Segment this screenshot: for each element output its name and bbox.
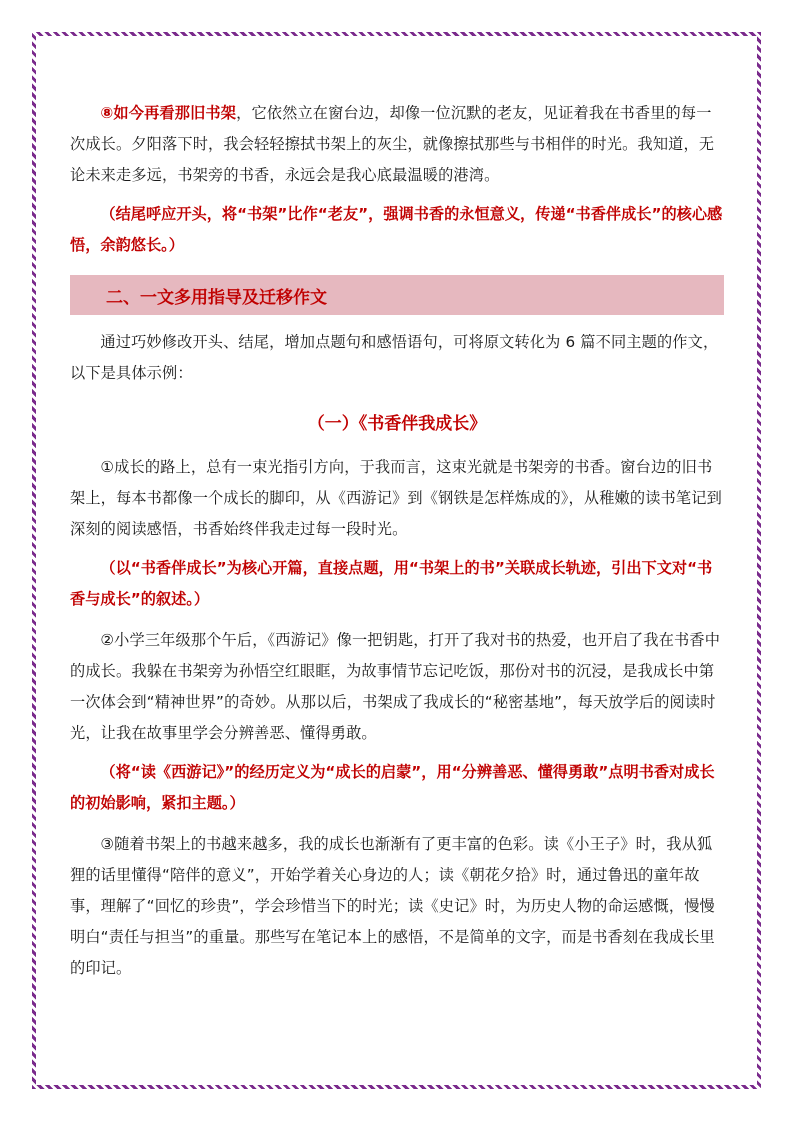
paragraph-8-text: ，它依然立在窗台边，却像一位沉默的老友，见证着我在书香里的每一次成长。夕阳落下时，我会轻轻擦拭书架上的灰尘，就像擦拭那些与书相伴的时光。我知道，无论未来走多远，书架旁的书香，永远会是我心底最温暖的港湾。: [70, 104, 715, 184]
essay-paragraph-1: ①成长的路上，总有一束光指引方向，于我而言，这束光就是书架旁的书香。窗台边的旧书架上，每本书都像一个成长的脚印，从《西游记》到《钢铁是怎样炼成的》，从稚嫩的读书笔记到深刻的阅读感悟，书香始终伴我走过每一段时光。: [70, 458, 722, 538]
essay-title: （一）《书香伴我成长》: [307, 414, 487, 434]
document-body: [70, 98, 724, 984]
essay-paragraph-2: ②小学三年级那个午后，《西游记》像一把钥匙，打开了我对书的热爱，也开启了我在书香中的成长。我躲在书架旁为孙悟空红眼眶，为故事情节忘记吃饭，那份对书的沉浸，是我成长中第一次体会到“精神世界”的奇妙。从那以后，书架成了我成长的“秘密基地”，每天放学后的阅读时光，让我在故事里学会分辨善恶、懂得勇敢。: [70, 631, 721, 742]
essay-comment-1: （以“书香伴成长”为核心开篇，直接点题，用“书架上的书”关联成长轨迹，引出下文对“书香与成长”的叙述。）: [70, 559, 713, 608]
paragraph-8-lead: ⑧如今再看那旧书架: [100, 104, 237, 122]
essay-comment-2: （将“读《西游记》”的经历定义为“成长的启蒙”，用“分辨善恶、懂得勇敢”点明书香对成长的初始影响，紧扣主题。）: [70, 763, 715, 812]
section-heading: 二、一文多用指导及迁移作文: [106, 287, 327, 308]
paragraph-8: [70, 98, 724, 191]
intro-paragraph: 通过巧妙修改开头、结尾，增加点题句和感悟语句，可将原文转化为 6 篇不同主题的作文，以下是具体示例：: [70, 333, 719, 382]
essay-paragraph-3: ③随着书架上的书越来越多，我的成长也渐渐有了更丰富的色彩。读《小王子》时，我从狐狸的话里懂得“陪伴的意义”，开始学着关心身边的人；读《朝花夕拾》时，通过鲁迅的童年故事，理解了“回忆的珍贵”，学会珍惜当下的时光；读《史记》时，为历史人物的命运感慨，慢慢明白“责任与担当”的重量。那些写在笔记本上的感悟，不是简单的文字，而是书香刻在我成长里的印记。: [70, 835, 715, 977]
comment-8: （结尾呼应开头，将“书架”比作“老友”，强调书香的永恒意义，传递“书香伴成长”的核心感悟，余韵悠长。）: [70, 205, 723, 254]
section-heading-bar: [70, 275, 724, 315]
